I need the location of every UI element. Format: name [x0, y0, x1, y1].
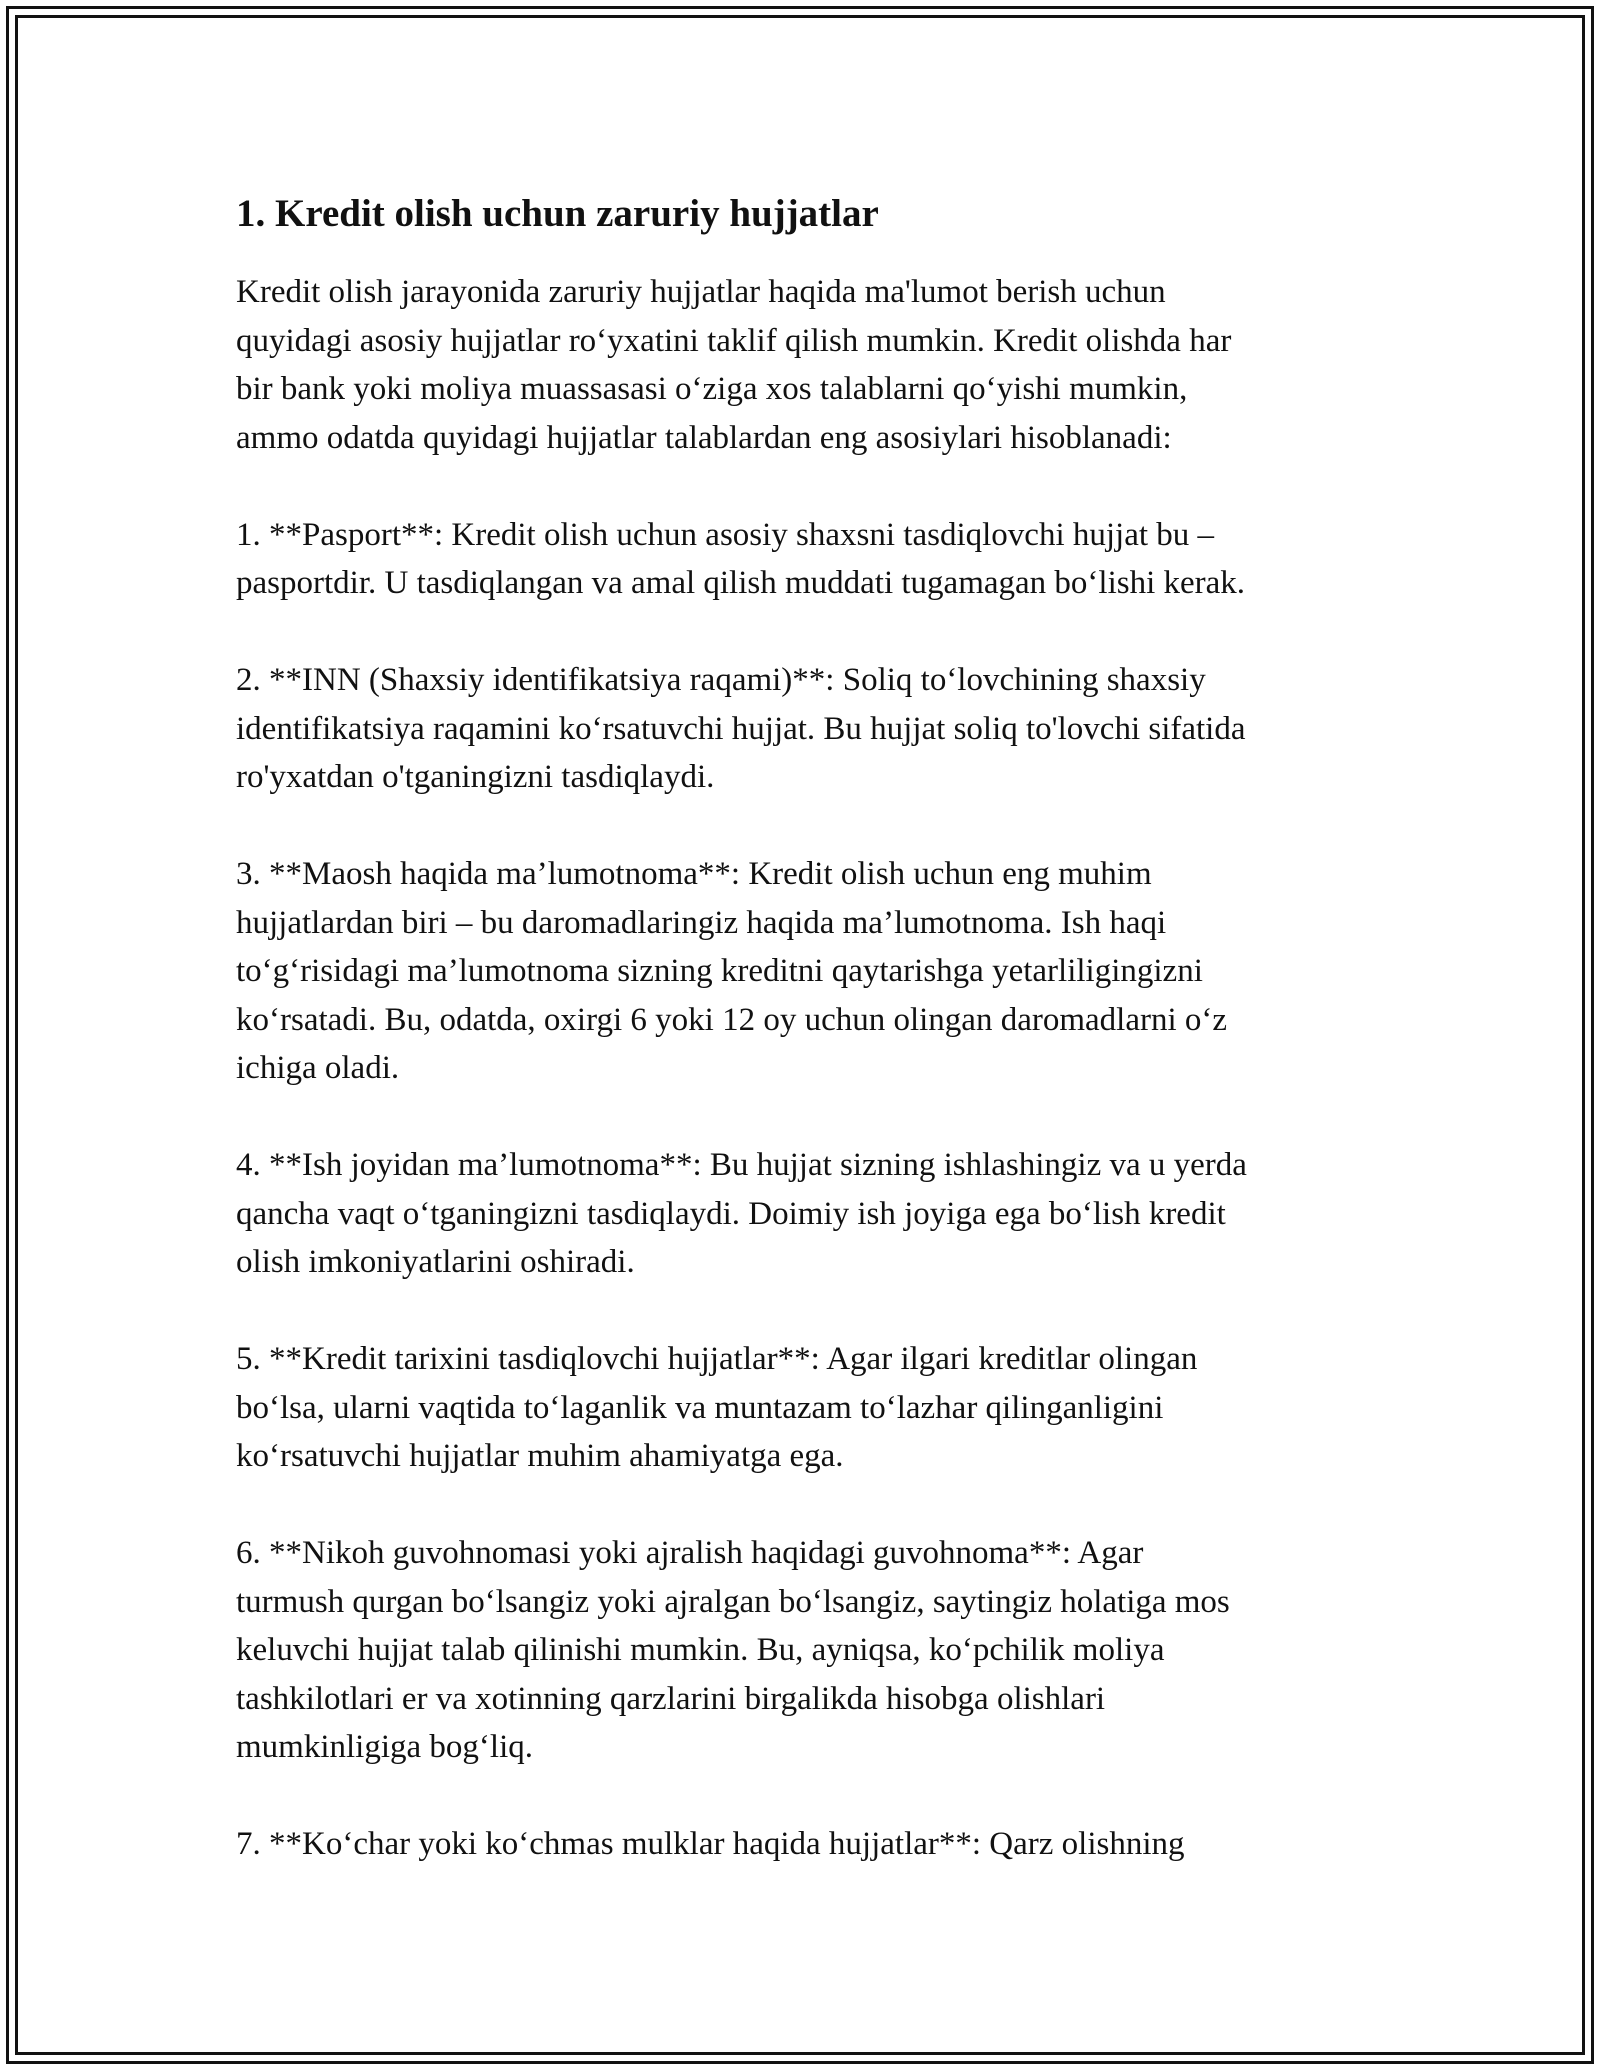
text-line: bir bank yoki moliya muassasasi o‘ziga xos talablarni qo‘yishi mumkin, — [236, 371, 1188, 407]
text-line: bo‘lsa, ularni vaqtida to‘laganlik va muntazam to‘lazhar qilinganligini — [236, 1389, 1164, 1426]
text-line: ko‘rsatuvchi hujjatlar muhim ahamiyatga ega. — [236, 1438, 844, 1474]
text-line: identifikatsiya raqamini ko‘rsatuvchi hujjat. Bu hujjat soliq to'lovchi sifatida — [236, 710, 1246, 747]
list-item-ish-joyi — [236, 1141, 1376, 1287]
text-line: mumkinligiga bog‘liq. — [236, 1729, 533, 1765]
list-item-mulklar — [236, 1820, 1376, 1869]
text-line: ro'yxatdan o'tganingizni tasdiqlaydi. — [236, 759, 715, 795]
text-line: 2. **INN (Shaxsiy identifikatsiya raqami)**: Soliq to‘lovchining shaxsiy — [236, 662, 1206, 698]
text-line: ichiga oladi. — [236, 1050, 400, 1086]
list-item-nikoh — [236, 1529, 1376, 1772]
section-heading: 1. Kredit olish uchun zaruriy hujjatlar — [236, 192, 879, 235]
text-line: ammo odatda quyidagi hujjatlar talablardan eng asosiylari hisoblanadi: — [236, 419, 1172, 456]
text-line: 5. **Kredit tarixini tasdiqlovchi hujjatlar**: Agar ilgari kreditlar olingan — [236, 1341, 1198, 1377]
list-item-pasport — [236, 511, 1376, 608]
document-body — [236, 186, 1376, 1917]
text-line: 6. **Nikoh guvohnomasi yoki ajralish haqidagi guvohnoma**: Agar — [236, 1535, 1144, 1571]
text-line: 7. **Ko‘char yoki ko‘chmas mulklar haqida hujjatlar**: Qarz olishning — [236, 1826, 1185, 1862]
text-line: turmush qurgan bo‘lsangiz yoki ajralgan bo‘lsangiz, saytingiz holatiga mos — [236, 1583, 1230, 1620]
text-line: to‘g‘risidagi ma’lumotnoma sizning kreditni qaytarishga yetarliligingizni — [236, 953, 1203, 989]
intro-paragraph — [236, 268, 1376, 462]
text-line: tashkilotlari er va xotinning qarzlarini birgalikda hisobga olishlari — [236, 1680, 1106, 1717]
text-line: 4. **Ish joyidan ma’lumotnoma**: Bu hujjat sizning ishlashingiz va u yerda — [236, 1147, 1247, 1183]
text-line: keluvchi hujjat talab qilinishi mumkin. Bu, ayniqsa, ko‘pchilik moliya — [236, 1632, 1165, 1668]
text-line: 1. **Pasport**: Kredit olish uchun asosiy shaxsni tasdiqlovchi hujjat bu – — [236, 516, 1215, 553]
list-item-maosh — [236, 850, 1376, 1093]
text-line: pasportdir. U tasdiqlangan va amal qilish muddati tugamagan bo‘lishi kerak. — [236, 565, 1246, 601]
text-line: olish imkoniyatlarini oshiradi. — [236, 1244, 635, 1280]
text-line: hujjatlardan biri – bu daromadlaringiz haqida ma’lumotnoma. Ish haqi — [236, 904, 1167, 941]
text-line: ko‘rsatadi. Bu, odatda, oxirgi 6 yoki 12 oy uchun olingan daromadlarni o‘z — [236, 1001, 1228, 1038]
text-line: Kredit olish jarayonida zaruriy hujjatlar haqida ma'lumot berish uchun — [236, 274, 1166, 310]
list-item-inn — [236, 656, 1376, 802]
list-item-kredit-tarixi — [236, 1335, 1376, 1481]
text-line: quyidagi asosiy hujjatlar ro‘yxatini taklif qilish mumkin. Kredit olishda har — [236, 322, 1232, 359]
text-line: 3. **Maosh haqida ma’lumotnoma**: Kredit olish uchun eng muhim — [236, 856, 1152, 892]
text-line: qancha vaqt o‘tganingizni tasdiqlaydi. Doimiy ish joyiga ega bo‘lish kredit — [236, 1195, 1226, 1232]
